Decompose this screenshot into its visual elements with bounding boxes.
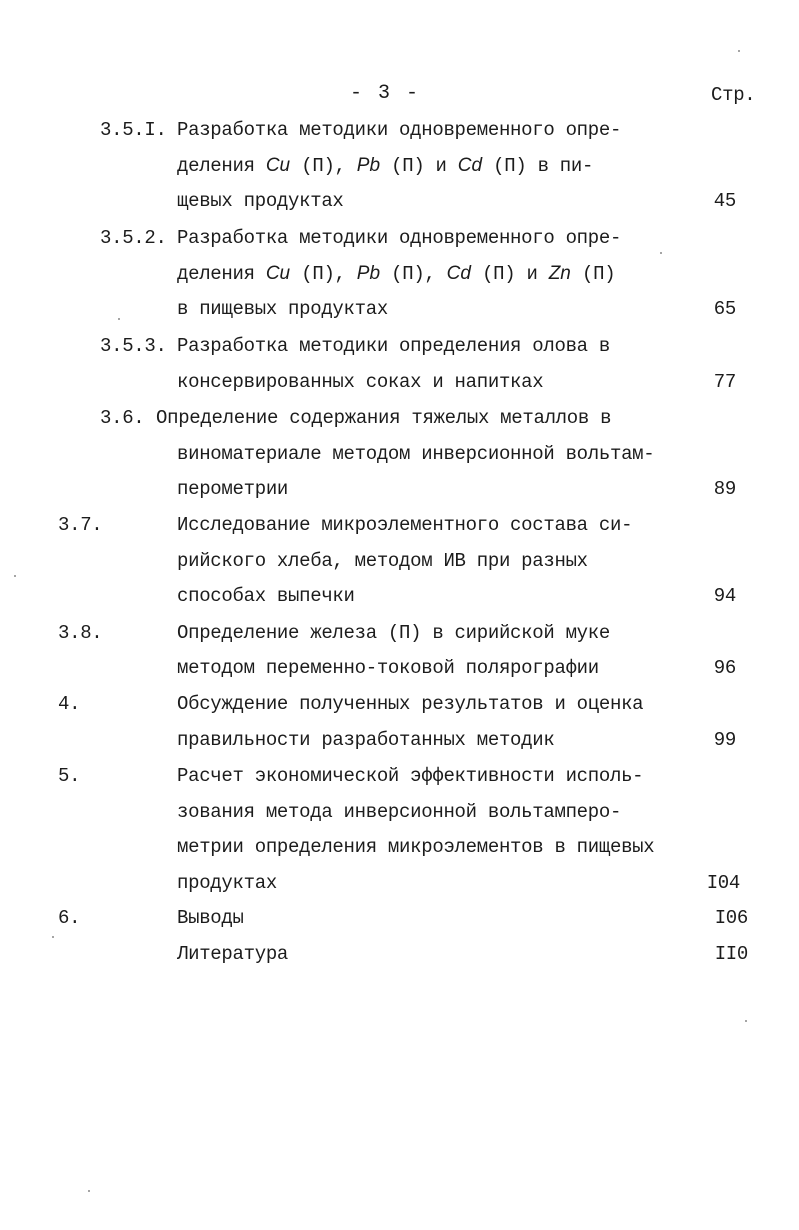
toc-number: 3.5.3. <box>100 335 167 357</box>
toc-line: Исследование микроэлементного состава си- <box>177 514 633 536</box>
toc-page: 99 <box>713 729 736 751</box>
toc-line: консервированных соках и напитках <box>177 371 544 393</box>
toc-page: I06 <box>714 907 748 929</box>
toc-line <box>177 262 615 286</box>
toc-line: зования метода инверсионной вольтамперо- <box>177 801 622 823</box>
toc-page: 89 <box>713 478 736 500</box>
element-pb: Pb <box>356 155 381 176</box>
toc-page: 77 <box>713 371 736 393</box>
toc-text: деления <box>177 263 255 285</box>
toc-line: Литература <box>177 943 289 965</box>
scan-speck <box>118 318 120 320</box>
toc-line: перометрии <box>177 478 289 500</box>
toc-number: 3.8. <box>58 622 103 644</box>
toc-line: Разработка методики одновременного опре- <box>177 227 622 249</box>
toc-page: II0 <box>714 943 748 965</box>
toc-line: Обсуждение полученных результатов и оценка <box>177 693 644 715</box>
toc-number: 3.5.I. <box>100 119 167 141</box>
toc-text: (П), <box>391 263 436 285</box>
toc-line: правильности разработанных методик <box>177 729 555 751</box>
toc-line: метрии определения микроэлементов в пищевых <box>177 836 655 858</box>
element-zn: Zn <box>548 263 571 284</box>
scan-speck <box>738 50 740 52</box>
toc-page: 65 <box>713 298 736 320</box>
toc-line: Разработка методики одновременного опре- <box>177 119 622 141</box>
toc-text: (П) <box>581 263 616 285</box>
toc-line: способах выпечки <box>177 585 355 607</box>
toc-line: Расчет экономической эффективности исполь- <box>177 765 644 787</box>
toc-number: 4. <box>58 693 81 715</box>
toc-text: (П), <box>301 263 346 285</box>
toc-number: 3.7. <box>58 514 103 536</box>
element-cu: Cu <box>265 263 291 284</box>
toc-line <box>177 154 593 178</box>
scan-speck <box>88 1190 90 1192</box>
element-cd: Cd <box>457 155 483 176</box>
scan-speck <box>660 252 662 254</box>
toc-page: I04 <box>706 872 740 894</box>
toc-line: Разработка методики определения олова в <box>177 335 610 357</box>
toc-number: 3.5.2. <box>100 227 167 249</box>
toc-line: методом переменно-токовой полярографии <box>177 657 599 679</box>
toc-text: (П) и <box>391 155 447 177</box>
scan-speck <box>14 575 16 577</box>
element-cd: Cd <box>446 263 471 284</box>
toc-line: рийского хлеба, методом ИВ при разных <box>177 550 588 572</box>
toc-number: 3.6. <box>100 407 145 429</box>
toc-line: Определение содержания тяжелых металлов в <box>156 407 612 429</box>
toc-page: 94 <box>713 585 736 607</box>
toc-text: (П) и <box>482 263 538 285</box>
toc-line: виноматериале методом инверсионной вольтам- <box>177 443 655 465</box>
toc-text: (П), <box>301 155 346 177</box>
toc-line: в пищевых продуктах <box>177 298 388 320</box>
toc-line: продуктах <box>177 872 277 894</box>
toc-number: 5. <box>58 765 81 787</box>
element-pb: Pb <box>356 263 381 284</box>
toc-text: (П) в пи- <box>493 155 594 177</box>
page-number: - 3 - <box>350 82 421 105</box>
pages-column-label: Стр. <box>711 84 756 106</box>
toc-line: щевых продуктах <box>177 190 344 212</box>
toc-text: деления <box>177 155 255 177</box>
scan-speck <box>52 936 54 938</box>
element-cu: Cu <box>265 155 291 176</box>
toc-page: 45 <box>713 190 736 212</box>
toc-line: Выводы <box>177 907 244 929</box>
toc-number: 6. <box>58 907 81 929</box>
scan-speck <box>745 1020 747 1022</box>
toc-line: Определение железа (П) в сирийской муке <box>177 622 610 644</box>
toc-page: 96 <box>713 657 736 679</box>
